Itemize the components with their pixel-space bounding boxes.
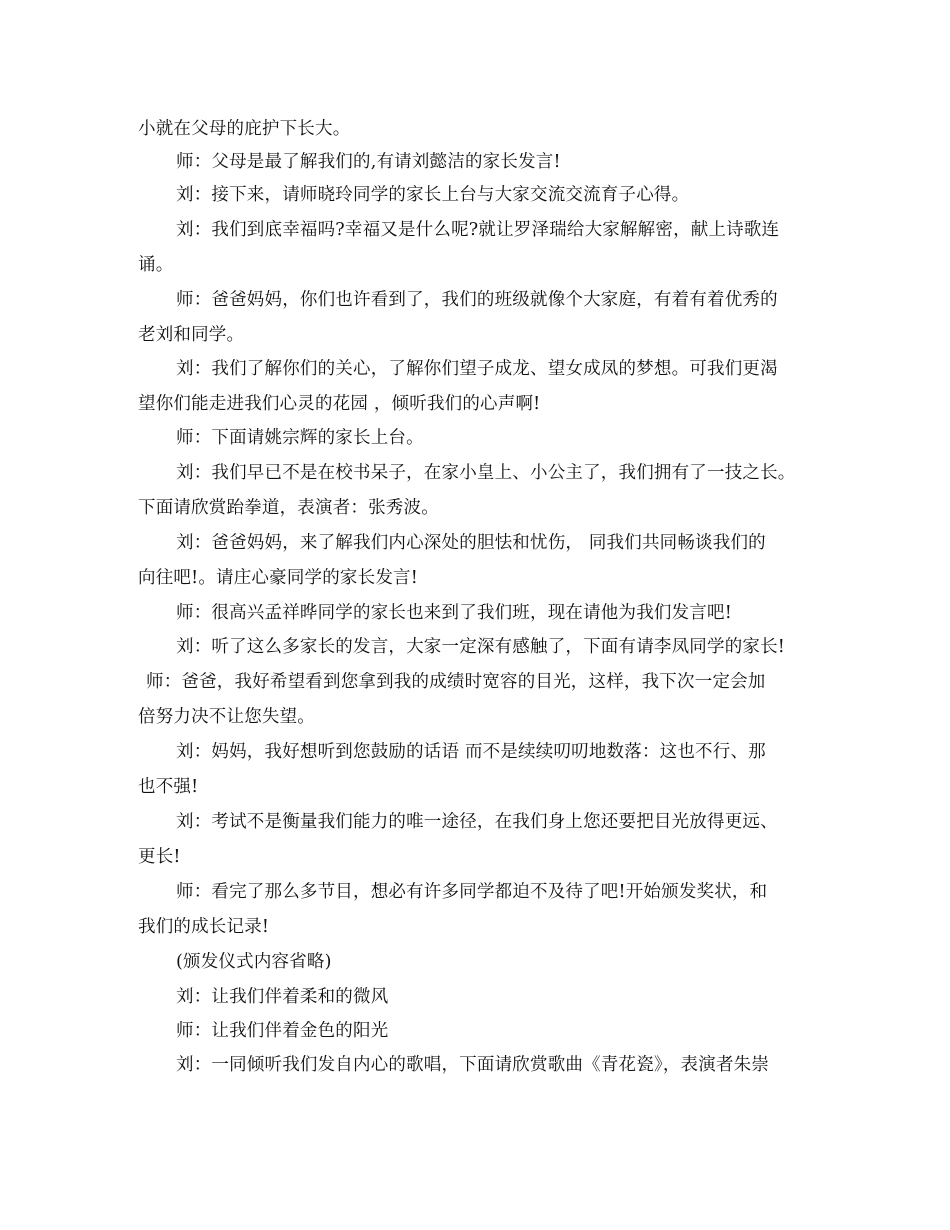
text-line: 师：很高兴孟祥晔同学的家长也来到了我们班，现在请他为我们发言吧! [176, 603, 732, 623]
text-line: 刘：接下来，请师晓玲同学的家长上台与大家交流交流育子心得。 [176, 185, 690, 205]
text-line: 刘：听了这么多家长的发言，大家一定深有感触了，下面有请李凤同学的家长! [176, 637, 786, 657]
text-line: 刘：我们了解你们的关心，了解你们望子成龙、望女成凤的梦想。可我们更渴 [176, 359, 778, 379]
text-line: 刘：一同倾听我们发自内心的歌唱，下面请欣赏歌曲《青花瓷》，表演者朱崇 [176, 1055, 770, 1075]
text-line: 师：爸爸，我好希望看到您拿到我的成绩时宽容的目光，这样，我下次一定会加 [146, 672, 766, 692]
text-line: (颁发仪式内容省略) [176, 952, 332, 972]
text-line: 刘：让我们伴着柔和的微风 [176, 987, 389, 1007]
text-line: 向往吧!。请庄心豪同学的家长发言! [138, 568, 418, 588]
text-line: 师：让我们伴着金色的阳光 [176, 1021, 389, 1041]
text-line: 刘：爸爸妈妈，来了解我们内心深处的胆怯和忧伤， 同我们共同畅谈我们的 [176, 533, 766, 553]
text-line: 更长! [138, 847, 181, 867]
text-line: 下面请欣赏跆拳道，表演者：张秀波。 [138, 498, 439, 518]
text-line: 师：父母是最了解我们的,有请刘懿洁的家长发言! [176, 152, 561, 172]
text-line: 刘：考试不是衡量我们能力的唯一途径，在我们身上您还要把目光放得更远、 [176, 812, 778, 832]
text-line: 刘：我们到底幸福吗?幸福又是什么呢?就让罗泽瑞给大家解解密，献上诗歌连 [176, 220, 780, 240]
text-line: 也不强! [138, 777, 199, 797]
text-line: 师：看完了那么多节目，想必有许多同学都迫不及待了吧!开始颁发奖状，和 [176, 882, 768, 902]
text-line: 小就在父母的庇护下长大。 [138, 119, 351, 139]
text-line: 师：爸爸妈妈，你们也许看到了，我们的班级就像个大家庭，有着有着优秀的 [176, 290, 778, 310]
text-line: 师：下面请姚宗辉的家长上台。 [176, 428, 424, 448]
text-line: 我们的成长记录! [138, 917, 270, 937]
text-line: 倍努力决不让您失望。 [138, 707, 315, 727]
text-line: 老刘和同学。 [138, 325, 245, 345]
text-line: 刘：妈妈，我好想听到您鼓励的话语 而不是续续叨叨地数落：这也不行、那 [176, 742, 766, 762]
text-line: 诵。 [138, 255, 174, 275]
text-line: 望你们能走进我们心灵的花园 ，倾听我们的心声啊! [138, 394, 541, 414]
text-line: 刘：我们早已不是在校书呆子，在家小皇上、小公主了，我们拥有了一技之长。 [176, 463, 796, 483]
